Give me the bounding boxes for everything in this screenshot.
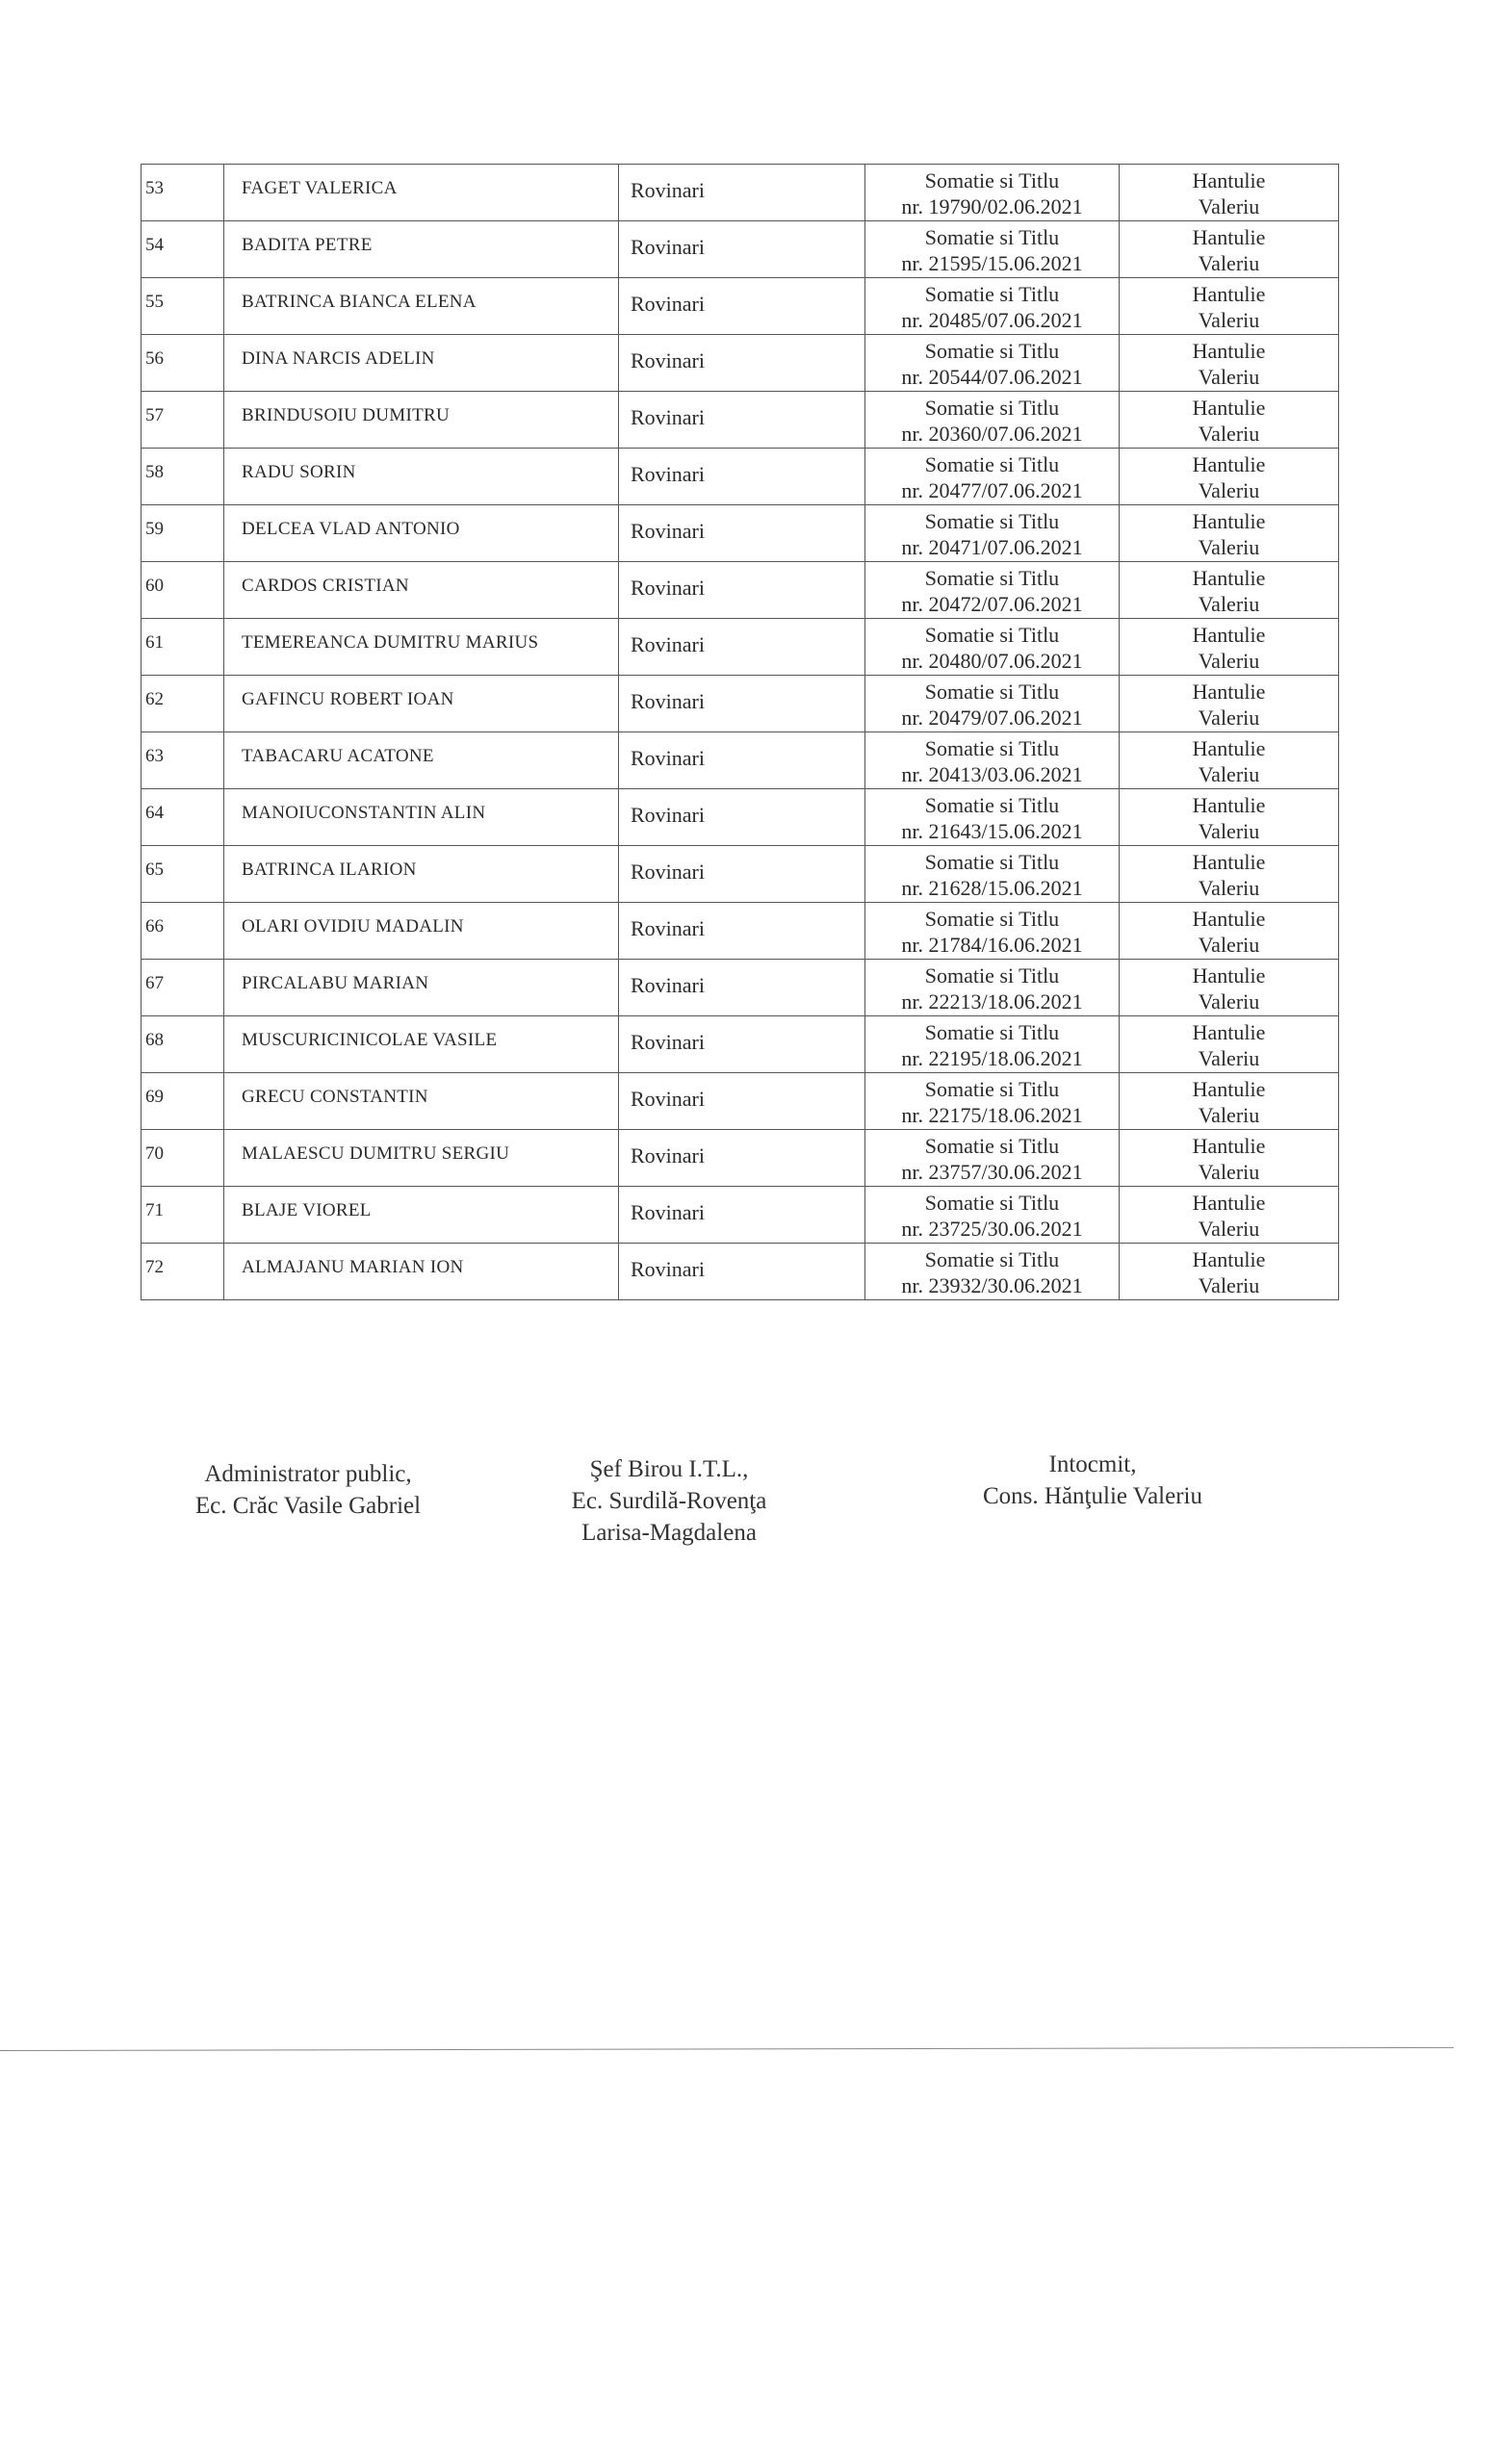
table-row xyxy=(142,789,1339,846)
table-row xyxy=(142,165,1339,221)
location-cell xyxy=(619,1130,865,1187)
agent-given-name: Valeriu xyxy=(1198,592,1260,616)
signature-intocmit-title: Intocmit, xyxy=(1048,1451,1137,1477)
row-number: 62 xyxy=(145,689,164,709)
taxpayer-name-cell xyxy=(224,392,619,449)
location-cell xyxy=(619,278,865,335)
location-cell xyxy=(619,619,865,676)
document-cell xyxy=(865,335,1120,392)
taxpayer-name: PIRCALABU MARIAN xyxy=(242,973,429,993)
agent-given-name: Valeriu xyxy=(1198,819,1260,843)
taxpayer-name-cell xyxy=(224,789,619,846)
records-table-body xyxy=(142,165,1339,1300)
row-number: 58 xyxy=(145,462,164,482)
location-cell xyxy=(619,505,865,562)
table-row xyxy=(142,1244,1339,1300)
agent-cell xyxy=(1120,1244,1339,1300)
taxpayer-name-cell xyxy=(224,1187,619,1244)
location-cell xyxy=(619,562,865,619)
document-type: Somatie si Titlu xyxy=(924,1247,1060,1271)
document-cell xyxy=(865,1244,1120,1300)
signature-sef-birou-name-cont: Larisa-Magdalena xyxy=(581,1520,757,1546)
location: Rovinari xyxy=(631,916,705,940)
taxpayer-name: BADITA PETRE xyxy=(242,235,373,255)
document-number: nr. 20413/03.06.2021 xyxy=(901,762,1083,786)
row-number: 63 xyxy=(145,746,164,766)
document-type: Somatie si Titlu xyxy=(924,396,1060,420)
location: Rovinari xyxy=(631,576,705,600)
table-row xyxy=(142,278,1339,335)
row-number-cell xyxy=(142,221,224,278)
agent-surname: Hantulie xyxy=(1192,452,1266,476)
location: Rovinari xyxy=(631,1087,705,1111)
agent-given-name: Valeriu xyxy=(1198,1273,1260,1297)
location: Rovinari xyxy=(631,348,705,372)
taxpayer-name-cell xyxy=(224,1244,619,1300)
taxpayer-name: FAGET VALERICA xyxy=(242,178,398,198)
taxpayer-name-cell xyxy=(224,1016,619,1073)
location: Rovinari xyxy=(631,860,705,884)
agent-cell xyxy=(1120,1016,1339,1073)
row-number: 54 xyxy=(145,235,164,255)
document-type: Somatie si Titlu xyxy=(924,282,1060,306)
location-cell xyxy=(619,165,865,221)
document-cell xyxy=(865,392,1120,449)
document-type: Somatie si Titlu xyxy=(924,1077,1060,1101)
agent-surname: Hantulie xyxy=(1192,736,1266,760)
document-type: Somatie si Titlu xyxy=(924,680,1060,704)
taxpayer-name: GRECU CONSTANTIN xyxy=(242,1087,428,1107)
agent-surname: Hantulie xyxy=(1192,1020,1266,1044)
table-row xyxy=(142,960,1339,1016)
taxpayer-name-cell xyxy=(224,562,619,619)
document-cell xyxy=(865,562,1120,619)
row-number-cell xyxy=(142,789,224,846)
table-row xyxy=(142,676,1339,732)
document-number: nr. 22195/18.06.2021 xyxy=(901,1046,1083,1070)
agent-surname: Hantulie xyxy=(1192,225,1266,249)
row-number: 67 xyxy=(145,973,164,993)
table-row xyxy=(142,1073,1339,1130)
signature-sef-birou-name: Ec. Surdilă-Rovenţa xyxy=(571,1488,767,1514)
row-number: 55 xyxy=(145,292,164,312)
location: Rovinari xyxy=(631,1200,705,1224)
location-cell xyxy=(619,676,865,732)
table-row xyxy=(142,732,1339,789)
document-type: Somatie si Titlu xyxy=(924,623,1060,647)
location-cell xyxy=(619,335,865,392)
location: Rovinari xyxy=(631,689,705,713)
agent-cell xyxy=(1120,505,1339,562)
row-number-cell xyxy=(142,562,224,619)
agent-surname: Hantulie xyxy=(1192,282,1266,306)
document-type: Somatie si Titlu xyxy=(924,452,1060,476)
location: Rovinari xyxy=(631,1030,705,1054)
row-number-cell xyxy=(142,903,224,960)
agent-cell xyxy=(1120,449,1339,505)
taxpayer-name-cell xyxy=(224,960,619,1016)
document-number: nr. 23725/30.06.2021 xyxy=(901,1217,1083,1241)
document-number: nr. 20480/07.06.2021 xyxy=(901,649,1083,673)
taxpayer-name: BATRINCA BIANCA ELENA xyxy=(242,292,477,312)
location: Rovinari xyxy=(631,235,705,259)
agent-given-name: Valeriu xyxy=(1198,876,1260,900)
table-row xyxy=(142,221,1339,278)
taxpayer-name-cell xyxy=(224,619,619,676)
agent-surname: Hantulie xyxy=(1192,850,1266,874)
agent-given-name: Valeriu xyxy=(1198,478,1260,502)
location: Rovinari xyxy=(631,746,705,770)
row-number: 60 xyxy=(145,576,164,596)
location-cell xyxy=(619,1244,865,1300)
location-cell xyxy=(619,903,865,960)
taxpayer-name-cell xyxy=(224,335,619,392)
agent-given-name: Valeriu xyxy=(1198,762,1260,786)
location: Rovinari xyxy=(631,1257,705,1281)
location: Rovinari xyxy=(631,405,705,429)
table-row xyxy=(142,1187,1339,1244)
taxpayer-name-cell xyxy=(224,732,619,789)
document-number: nr. 21643/15.06.2021 xyxy=(901,819,1083,843)
document-cell xyxy=(865,903,1120,960)
signature-administrator xyxy=(164,1458,452,1522)
taxpayer-name-cell xyxy=(224,1073,619,1130)
location-cell xyxy=(619,1016,865,1073)
row-number-cell xyxy=(142,392,224,449)
taxpayer-name: DELCEA VLAD ANTONIO xyxy=(242,519,460,539)
row-number: 70 xyxy=(145,1143,164,1164)
taxpayer-name: MALAESCU DUMITRU SERGIU xyxy=(242,1143,510,1164)
row-number: 64 xyxy=(145,803,164,823)
document-number: nr. 19790/02.06.2021 xyxy=(901,194,1083,218)
signature-intocmit xyxy=(934,1449,1251,1512)
agent-surname: Hantulie xyxy=(1192,396,1266,420)
document-number: nr. 23932/30.06.2021 xyxy=(901,1273,1083,1297)
location: Rovinari xyxy=(631,292,705,316)
row-number: 56 xyxy=(145,348,164,369)
table-row xyxy=(142,619,1339,676)
table-row xyxy=(142,1130,1339,1187)
agent-cell xyxy=(1120,846,1339,903)
taxpayer-name: BLAJE VIOREL xyxy=(242,1200,372,1220)
agent-surname: Hantulie xyxy=(1192,1077,1266,1101)
agent-surname: Hantulie xyxy=(1192,339,1266,363)
agent-given-name: Valeriu xyxy=(1198,365,1260,389)
agent-cell xyxy=(1120,221,1339,278)
document-number: nr. 22175/18.06.2021 xyxy=(901,1103,1083,1127)
taxpayer-name-cell xyxy=(224,846,619,903)
document-type: Somatie si Titlu xyxy=(924,850,1060,874)
row-number-cell xyxy=(142,449,224,505)
agent-given-name: Valeriu xyxy=(1198,422,1260,446)
table-row xyxy=(142,562,1339,619)
agent-given-name: Valeriu xyxy=(1198,989,1260,1014)
table-row xyxy=(142,392,1339,449)
agent-surname: Hantulie xyxy=(1192,1247,1266,1271)
document-cell xyxy=(865,221,1120,278)
row-number-cell xyxy=(142,165,224,221)
taxpayer-name-cell xyxy=(224,221,619,278)
row-number-cell xyxy=(142,1244,224,1300)
location-cell xyxy=(619,1073,865,1130)
agent-given-name: Valeriu xyxy=(1198,706,1260,730)
agent-cell xyxy=(1120,903,1339,960)
document-number: nr. 20477/07.06.2021 xyxy=(901,478,1083,502)
agent-surname: Hantulie xyxy=(1192,680,1266,704)
agent-given-name: Valeriu xyxy=(1198,1103,1260,1127)
bottom-scan-rule xyxy=(0,2047,1454,2051)
location-cell xyxy=(619,960,865,1016)
row-number: 69 xyxy=(145,1087,164,1107)
location-cell xyxy=(619,846,865,903)
agent-surname: Hantulie xyxy=(1192,907,1266,931)
document-cell xyxy=(865,1187,1120,1244)
row-number: 59 xyxy=(145,519,164,539)
taxpayer-name: CARDOS CRISTIAN xyxy=(242,576,409,596)
row-number: 57 xyxy=(145,405,164,425)
document-cell xyxy=(865,1016,1120,1073)
document-type: Somatie si Titlu xyxy=(924,168,1060,192)
agent-surname: Hantulie xyxy=(1192,168,1266,192)
agent-cell xyxy=(1120,562,1339,619)
taxpayer-name: TABACARU ACATONE xyxy=(242,746,434,766)
document-cell xyxy=(865,278,1120,335)
document-type: Somatie si Titlu xyxy=(924,1191,1060,1215)
table-row xyxy=(142,903,1339,960)
agent-surname: Hantulie xyxy=(1192,1191,1266,1215)
table-row xyxy=(142,335,1339,392)
document-number: nr. 23757/30.06.2021 xyxy=(901,1160,1083,1184)
document-cell xyxy=(865,1130,1120,1187)
table-row xyxy=(142,505,1339,562)
location-cell xyxy=(619,732,865,789)
agent-given-name: Valeriu xyxy=(1198,1217,1260,1241)
document-cell xyxy=(865,789,1120,846)
document-cell xyxy=(865,960,1120,1016)
agent-surname: Hantulie xyxy=(1192,963,1266,988)
agent-given-name: Valeriu xyxy=(1198,535,1260,559)
document-type: Somatie si Titlu xyxy=(924,225,1060,249)
row-number: 61 xyxy=(145,632,164,653)
row-number-cell xyxy=(142,619,224,676)
signature-sef-birou-title: Şef Birou I.T.L., xyxy=(589,1456,749,1482)
document-number: nr. 20471/07.06.2021 xyxy=(901,535,1083,559)
document-type: Somatie si Titlu xyxy=(924,907,1060,931)
signature-administrator-title: Administrator public, xyxy=(204,1461,412,1487)
agent-cell xyxy=(1120,278,1339,335)
document-cell xyxy=(865,1073,1120,1130)
document-number: nr. 21595/15.06.2021 xyxy=(901,251,1083,275)
row-number: 65 xyxy=(145,860,164,880)
taxpayer-name: MUSCURICINICOLAE VASILE xyxy=(242,1030,498,1050)
table-row xyxy=(142,449,1339,505)
row-number-cell xyxy=(142,278,224,335)
agent-cell xyxy=(1120,732,1339,789)
row-number: 71 xyxy=(145,1200,164,1220)
agent-cell xyxy=(1120,789,1339,846)
agent-cell xyxy=(1120,1130,1339,1187)
signature-sef-birou xyxy=(520,1453,818,1549)
agent-given-name: Valeriu xyxy=(1198,1046,1260,1070)
document-number: nr. 21784/16.06.2021 xyxy=(901,933,1083,957)
row-number-cell xyxy=(142,505,224,562)
agent-surname: Hantulie xyxy=(1192,623,1266,647)
row-number-cell xyxy=(142,960,224,1016)
document-type: Somatie si Titlu xyxy=(924,1020,1060,1044)
agent-given-name: Valeriu xyxy=(1198,308,1260,332)
location: Rovinari xyxy=(631,1143,705,1168)
location-cell xyxy=(619,789,865,846)
location-cell xyxy=(619,1187,865,1244)
taxpayer-name: GAFINCU ROBERT IOAN xyxy=(242,689,454,709)
document-type: Somatie si Titlu xyxy=(924,1134,1060,1158)
taxpayer-name-cell xyxy=(224,1130,619,1187)
document-cell xyxy=(865,676,1120,732)
agent-surname: Hantulie xyxy=(1192,509,1266,533)
document-type: Somatie si Titlu xyxy=(924,736,1060,760)
location: Rovinari xyxy=(631,973,705,997)
row-number-cell xyxy=(142,1130,224,1187)
location-cell xyxy=(619,221,865,278)
document-cell xyxy=(865,505,1120,562)
taxpayer-name-cell xyxy=(224,505,619,562)
location: Rovinari xyxy=(631,178,705,202)
row-number-cell xyxy=(142,846,224,903)
document-number: nr. 21628/15.06.2021 xyxy=(901,876,1083,900)
taxpayer-name-cell xyxy=(224,165,619,221)
document-number: nr. 20485/07.06.2021 xyxy=(901,308,1083,332)
taxpayer-name: DINA NARCIS ADELIN xyxy=(242,348,435,369)
row-number: 72 xyxy=(145,1257,164,1277)
signature-intocmit-name: Cons. Hănţulie Valeriu xyxy=(983,1483,1202,1509)
agent-given-name: Valeriu xyxy=(1198,1160,1260,1184)
document-cell xyxy=(865,732,1120,789)
document-type: Somatie si Titlu xyxy=(924,566,1060,590)
agent-surname: Hantulie xyxy=(1192,1134,1266,1158)
row-number-cell xyxy=(142,676,224,732)
row-number-cell xyxy=(142,1016,224,1073)
document-cell xyxy=(865,449,1120,505)
row-number-cell xyxy=(142,1073,224,1130)
agent-given-name: Valeriu xyxy=(1198,933,1260,957)
location: Rovinari xyxy=(631,632,705,656)
document-number: nr. 20360/07.06.2021 xyxy=(901,422,1083,446)
document-cell xyxy=(865,619,1120,676)
taxpayer-name: TEMEREANCA DUMITRU MARIUS xyxy=(242,632,539,653)
document-type: Somatie si Titlu xyxy=(924,793,1060,817)
signature-administrator-name: Ec. Crăc Vasile Gabriel xyxy=(194,1493,422,1519)
taxpayer-name-cell xyxy=(224,449,619,505)
agent-cell xyxy=(1120,619,1339,676)
document-number: nr. 20472/07.06.2021 xyxy=(901,592,1083,616)
agent-cell xyxy=(1120,960,1339,1016)
agent-cell xyxy=(1120,676,1339,732)
location: Rovinari xyxy=(631,519,705,543)
document-type: Somatie si Titlu xyxy=(924,963,1060,988)
document-cell xyxy=(865,165,1120,221)
taxpayer-name-cell xyxy=(224,278,619,335)
row-number: 68 xyxy=(145,1030,164,1050)
document-number: nr. 22213/18.06.2021 xyxy=(901,989,1083,1014)
document-number: nr. 20544/07.06.2021 xyxy=(901,365,1083,389)
taxpayer-name: ALMAJANU MARIAN ION xyxy=(242,1257,464,1277)
document-type: Somatie si Titlu xyxy=(924,509,1060,533)
row-number-cell xyxy=(142,335,224,392)
location-cell xyxy=(619,392,865,449)
agent-given-name: Valeriu xyxy=(1198,251,1260,275)
taxpayer-name: OLARI OVIDIU MADALIN xyxy=(242,916,464,937)
document-number: nr. 20479/07.06.2021 xyxy=(901,706,1083,730)
row-number: 53 xyxy=(145,178,164,198)
agent-surname: Hantulie xyxy=(1192,793,1266,817)
agent-cell xyxy=(1120,1073,1339,1130)
location-cell xyxy=(619,449,865,505)
location: Rovinari xyxy=(631,462,705,486)
document-cell xyxy=(865,846,1120,903)
agent-cell xyxy=(1120,1187,1339,1244)
table-row xyxy=(142,846,1339,903)
table-row xyxy=(142,1016,1339,1073)
taxpayer-name: RADU SORIN xyxy=(242,462,356,482)
taxpayer-name: MANOIUCONSTANTIN ALIN xyxy=(242,803,486,823)
agent-given-name: Valeriu xyxy=(1198,194,1260,218)
taxpayer-name-cell xyxy=(224,903,619,960)
row-number-cell xyxy=(142,732,224,789)
taxpayer-name: BATRINCA ILARION xyxy=(242,860,417,880)
location: Rovinari xyxy=(631,803,705,827)
agent-given-name: Valeriu xyxy=(1198,649,1260,673)
taxpayer-name: BRINDUSOIU DUMITRU xyxy=(242,405,450,425)
row-number: 66 xyxy=(145,916,164,937)
taxpayer-name-cell xyxy=(224,676,619,732)
records-table xyxy=(141,164,1339,1300)
agent-cell xyxy=(1120,165,1339,221)
row-number-cell xyxy=(142,1187,224,1244)
document-type: Somatie si Titlu xyxy=(924,339,1060,363)
agent-cell xyxy=(1120,335,1339,392)
agent-cell xyxy=(1120,392,1339,449)
agent-surname: Hantulie xyxy=(1192,566,1266,590)
